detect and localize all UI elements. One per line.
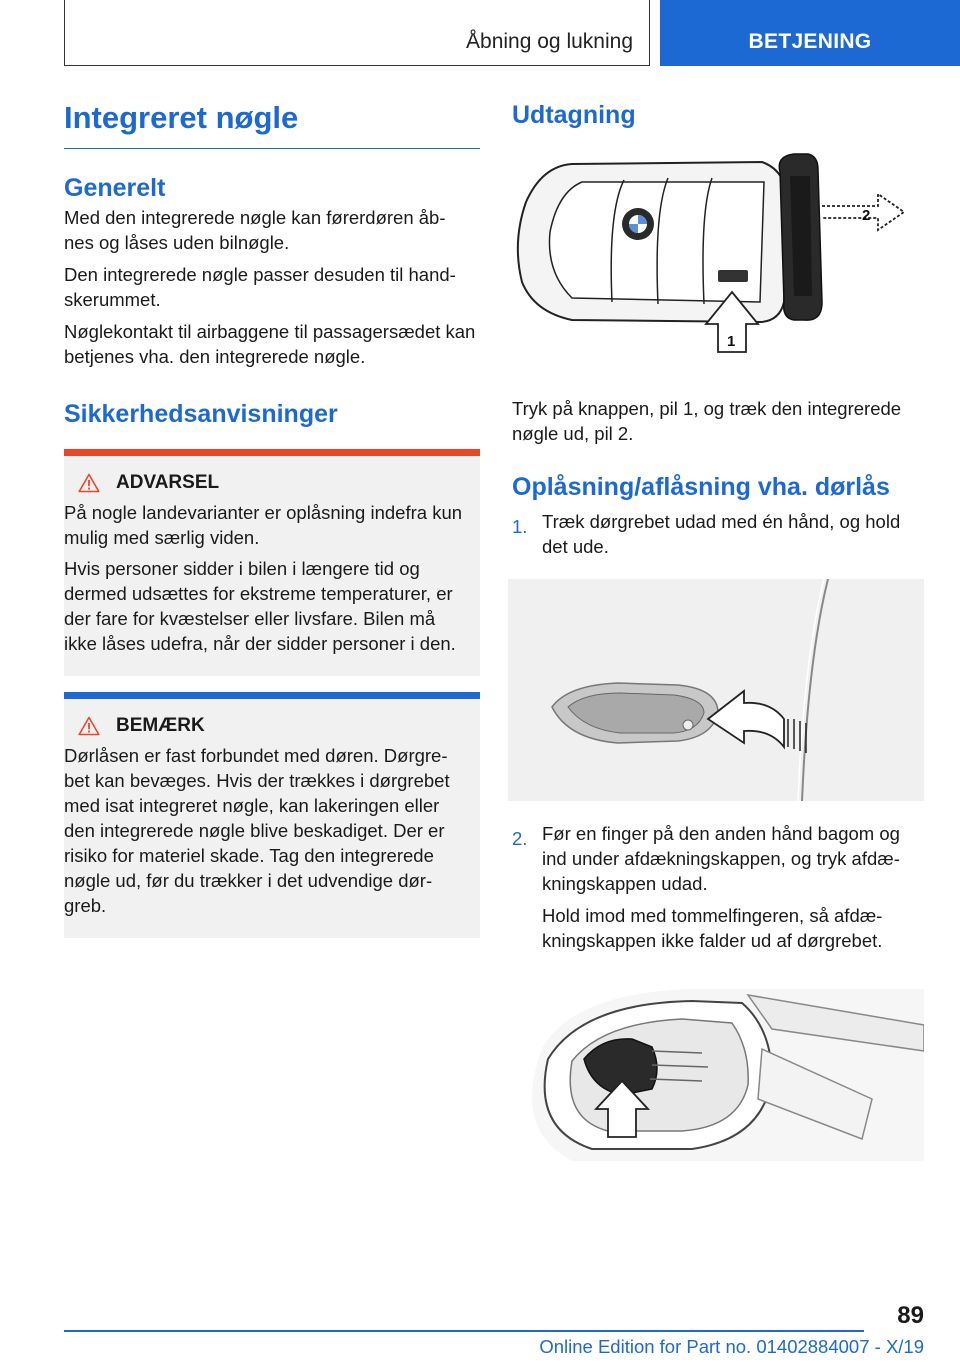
header-section-title: Åbning og lukning (466, 30, 633, 53)
header-chapter-tab (660, 0, 960, 66)
general-paragraph-1: Med den integrerede nøgle kan førerdøren åb‐ nes og låses uden bilnøgle. (64, 206, 446, 253)
note-callout (64, 692, 480, 938)
step-2-text: Før en finger på den anden hånd bagom og ind under afdækningskappen, og tryk afdæ‐ kningskappen udad. (542, 823, 900, 894)
general-paragraph-3: Nøglekontakt til airbaggene til passagersædet kan betjenes vha. den integrerede nøgle. (64, 320, 476, 367)
header-section-box (64, 0, 650, 66)
warning-paragraph-2: Hvis personer sidder i bilen i længere tid og dermed udsættes for ekstreme temperaturer, er der fare for kvæstelser eller livsfare. Bilen må ikke låses udefra, når der sidder personer i den. (64, 557, 456, 654)
step-number: 2. (512, 828, 528, 849)
figure-label-2: 2 (862, 207, 871, 224)
key-illustration (512, 152, 924, 362)
footer-rule (64, 1330, 864, 1332)
heading-removal: Udtagning (512, 101, 636, 129)
heading-general: Generelt (64, 173, 166, 202)
lock-steps (512, 509, 924, 559)
figure-door-handle (508, 579, 924, 801)
cover-cap-illustration (512, 989, 924, 1161)
header-chapter-label: BETJENING (748, 30, 872, 53)
figure-label-1: 1 (727, 333, 736, 350)
removal-caption: Tryk på knappen, pil 1, og træk den integrerede nøgle ud, pil 2. (512, 398, 902, 444)
figure-cover-cap (512, 989, 924, 1161)
figure-key-removal (512, 152, 924, 362)
left-column (64, 100, 480, 938)
heading-safety: Sikkerhedsanvisninger (64, 399, 338, 428)
footer-edition: Online Edition for Part no. 01402884007 - X/19 (539, 1336, 924, 1357)
note-label: BEMÆRK (116, 714, 205, 736)
step-number: 1. (512, 516, 528, 537)
step-item (512, 509, 924, 559)
warning-triangle-icon (78, 716, 100, 736)
section-safety (64, 399, 480, 938)
section-general (64, 173, 480, 369)
general-paragraph-2: Den integrerede nøgle passer desuden til hand‐ skerummet. (64, 263, 456, 310)
warning-paragraph-1: På nogle landevarianter er oplåsning indefra kun mulig med særlig viden. (64, 501, 463, 548)
note-paragraph-1: Dørlåsen er fast forbundet med døren. Dørgre‐ bet kan bevæges. Hvis der trækkes i dørgrebet med isat integreret nøgle, kan lakeringen eller den integrerede nøgle blive beskadiget. Der er risiko for materiel skade. Tag den integrerede nøgle ud, før du trækker i det udvendige dør‐ greb. (64, 744, 450, 916)
page-number: 89 (897, 1302, 924, 1329)
page-title: Integreret nøgle (64, 100, 480, 149)
step-2-text-extra: Hold imod med tommelfingeren, så afdæ‐ kningskappen ikke falder ud af dørgrebet. (542, 905, 883, 951)
heading-lock: Oplåsning/aflåsning vha. dørlås (512, 473, 890, 501)
step-item (512, 821, 924, 953)
warning-callout (64, 449, 480, 676)
right-column (512, 100, 924, 1161)
door-handle-illustration (508, 579, 924, 801)
warning-bar (64, 449, 480, 456)
step-1-text: Træk dørgrebet udad med én hånd, og hold det ude. (542, 511, 901, 557)
warning-label: ADVARSEL (116, 471, 220, 493)
section-lock (512, 472, 924, 559)
warning-triangle-icon (78, 473, 100, 493)
note-bar (64, 692, 480, 699)
lock-steps-continued (512, 821, 924, 953)
